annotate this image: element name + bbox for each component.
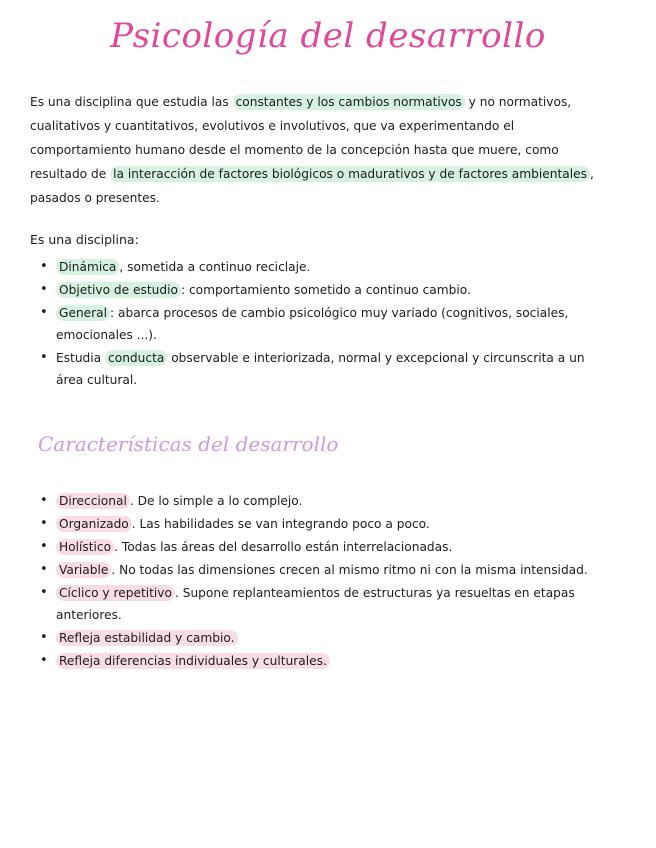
- characteristic-highlight: Holístico: [56, 539, 114, 555]
- feature-highlight: Dinámica: [56, 259, 119, 275]
- characteristic-highlight: Refleja diferencias individuales y culturales.: [56, 653, 330, 669]
- list-item: [38, 347, 608, 391]
- list-item: [38, 627, 608, 649]
- list-item: [38, 582, 608, 626]
- characteristic-highlight: Variable: [56, 562, 111, 578]
- characteristic-text: . Las habilidades se van integrando poco a poco.: [131, 517, 430, 531]
- feature-highlight: General: [56, 305, 110, 321]
- feature-highlight: conducta: [105, 350, 167, 366]
- characteristic-text: . No todas las dimensiones crecen al mismo ritmo ni con la misma intensidad.: [111, 563, 588, 577]
- highlight-interaccion: la interacción de factores biológicos o madurativos y de factores ambientales: [110, 166, 590, 182]
- list-item: [38, 302, 608, 346]
- characteristic-highlight: Refleja estabilidad y cambio.: [56, 630, 238, 646]
- characteristic-highlight: Organizado: [56, 516, 132, 532]
- list-item: [38, 513, 608, 535]
- definition-text: y no normativos, cualitativos y cuantitativos, evolutivos e involutivos, que va experimentando el comportamiento humano desde el momento de la concepción hasta que muere, como resultado de: [30, 95, 572, 181]
- feature-text: : abarca procesos de cambio psicológico muy variado (cognitivos, sociales, emocionales ...).: [56, 306, 569, 342]
- features-list: [38, 256, 608, 392]
- section-subtitle: Características del desarrollo: [38, 432, 339, 456]
- list-item: [38, 559, 608, 581]
- definition-text: , pasados o presentes.: [30, 167, 594, 205]
- page-title: Psicología del desarrollo: [110, 16, 546, 56]
- characteristic-text: . De lo simple a lo complejo.: [129, 494, 303, 508]
- list-item: [38, 536, 608, 558]
- characteristic-text: . Supone replanteamientos de estructuras ya resueltas en etapas anteriores.: [56, 586, 575, 622]
- feature-text: observable e interiorizada, normal y excepcional y circunscrita a un área cultural.: [56, 351, 585, 387]
- characteristics-list: [38, 490, 608, 673]
- feature-highlight: Objetivo de estudio: [56, 282, 181, 298]
- list-item: [38, 256, 608, 278]
- list-item: [38, 279, 608, 301]
- definition-paragraph: [30, 90, 610, 210]
- characteristic-text: . Todas las áreas del desarrollo están interrelacionadas.: [114, 540, 453, 554]
- feature-text: : comportamiento sometido a continuo cambio.: [180, 283, 471, 297]
- definition-text: Es una disciplina que estudia las: [30, 95, 233, 109]
- highlight-constantes: constantes y los cambios normativos: [233, 94, 465, 110]
- list-item: [38, 490, 608, 512]
- intro-line: Es una disciplina:: [30, 232, 139, 247]
- feature-text: , sometida a continuo reciclaje.: [119, 260, 311, 274]
- feature-prefix: Estudia: [56, 351, 106, 365]
- characteristic-highlight: Direccional: [56, 493, 130, 509]
- characteristic-highlight: Cíclico y repetitivo: [56, 585, 175, 601]
- list-item: [38, 650, 608, 672]
